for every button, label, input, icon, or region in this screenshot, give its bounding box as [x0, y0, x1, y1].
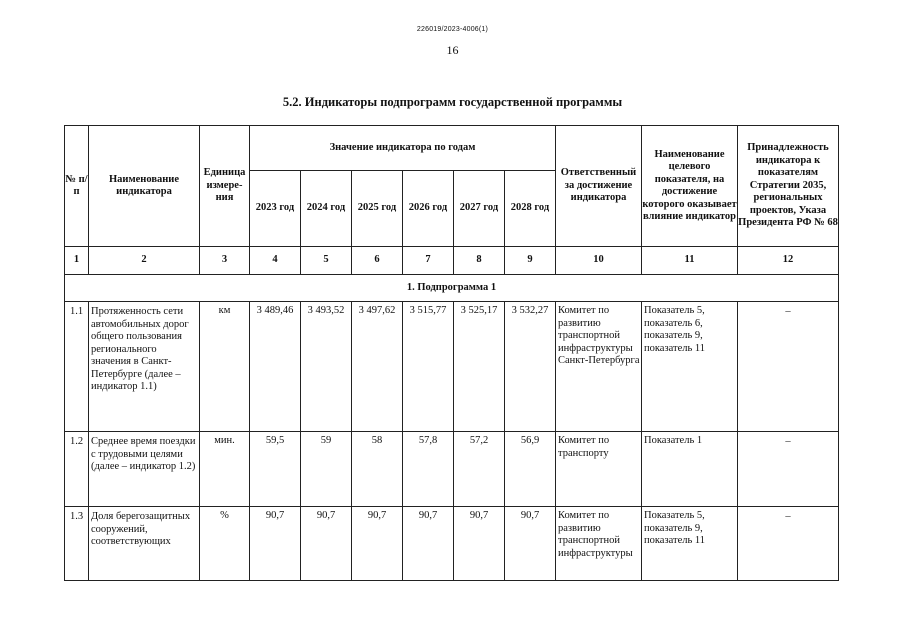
page-title: 5.2. Индикаторы подпрограмм государственной программы: [282, 95, 623, 109]
indicator-name: Среднее время поездки с трудовыми целями (далее – индикатор 1.2): [89, 432, 200, 507]
year-value: 3 497,62: [352, 302, 403, 432]
header-year: 2025 год: [352, 171, 403, 247]
indicators-table: [64, 125, 839, 581]
indicator-name: Доля берегозащитных сооружений, соответствующих: [89, 507, 200, 581]
column-number: 7: [403, 247, 454, 275]
year-value: 90,7: [454, 507, 505, 581]
indicator-unit: %: [200, 507, 250, 581]
column-number: 5: [301, 247, 352, 275]
year-value: 57,2: [454, 432, 505, 507]
column-number: 9: [505, 247, 556, 275]
header-name: Наименование индикатора: [89, 126, 200, 247]
target-indicator: Показатель 5, показатель 6, показатель 9, показатель 11: [642, 302, 738, 432]
year-value: 59: [301, 432, 352, 507]
document-number: 226019/2023-4006(1): [416, 26, 489, 33]
year-value: 59,5: [250, 432, 301, 507]
header-row-1: [65, 126, 839, 171]
responsible: Комитет по развитию транспортной инфраструктуры Санкт-Петербурга: [556, 302, 642, 432]
column-number: 4: [250, 247, 301, 275]
year-value: 90,7: [403, 507, 454, 581]
year-value: 90,7: [352, 507, 403, 581]
year-value: 90,7: [250, 507, 301, 581]
header-year: 2023 год: [250, 171, 301, 247]
header-no: № п/п: [65, 126, 89, 247]
header-year: 2026 год: [403, 171, 454, 247]
indicator-unit: км: [200, 302, 250, 432]
row-number: 1.1: [65, 302, 89, 432]
header-target: Наименование целевого показателя, на достижение которого оказывает влияние индикатор: [642, 126, 738, 247]
year-value: 90,7: [505, 507, 556, 581]
table-row: [65, 507, 839, 581]
header-year: 2027 год: [454, 171, 505, 247]
column-number: 1: [65, 247, 89, 275]
responsible: Комитет по развитию транспортной инфраструктуры: [556, 507, 642, 581]
belongs: –: [738, 302, 839, 432]
year-value: 57,8: [403, 432, 454, 507]
year-value: 3 493,52: [301, 302, 352, 432]
target-indicator: Показатель 1: [642, 432, 738, 507]
column-number: 12: [738, 247, 839, 275]
row-number: 1.3: [65, 507, 89, 581]
target-indicator: Показатель 5, показатель 9, показатель 11: [642, 507, 738, 581]
column-number: 2: [89, 247, 200, 275]
year-value: 90,7: [301, 507, 352, 581]
year-value: 56,9: [505, 432, 556, 507]
column-number-row: [65, 247, 839, 275]
indicator-unit: мин.: [200, 432, 250, 507]
year-value: 3 515,77: [403, 302, 454, 432]
column-number: 10: [556, 247, 642, 275]
table-row: [65, 302, 839, 432]
responsible: Комитет по транспорту: [556, 432, 642, 507]
year-value: 3 532,27: [505, 302, 556, 432]
year-value: 3 525,17: [454, 302, 505, 432]
year-value: 3 489,46: [250, 302, 301, 432]
header-unit: Единица измере-ния: [200, 126, 250, 247]
column-number: 11: [642, 247, 738, 275]
section-row: [65, 275, 839, 302]
page-number: 16: [446, 43, 459, 57]
column-number: 8: [454, 247, 505, 275]
belongs: –: [738, 432, 839, 507]
column-number: 6: [352, 247, 403, 275]
header-year: 2024 год: [301, 171, 352, 247]
table-row: [65, 432, 839, 507]
header-year: 2028 год: [505, 171, 556, 247]
header-values-group: Значение индикатора по годам: [250, 126, 556, 171]
header-responsible: Ответственный за достижение индикатора: [556, 126, 642, 247]
year-value: 58: [352, 432, 403, 507]
indicator-name: Протяженность сети автомобильных дорог общего пользования регионального значения в Санкт-Петербурге (далее – индикатор 1.1): [89, 302, 200, 432]
header-belongs: Принадлежность индикатора к показателям Стратегии 2035, региональных проектов, Указа Президента РФ № 68: [738, 126, 839, 247]
section-title: 1. Подпрограмма 1: [65, 275, 839, 302]
column-number: 3: [200, 247, 250, 275]
belongs: –: [738, 507, 839, 581]
row-number: 1.2: [65, 432, 89, 507]
